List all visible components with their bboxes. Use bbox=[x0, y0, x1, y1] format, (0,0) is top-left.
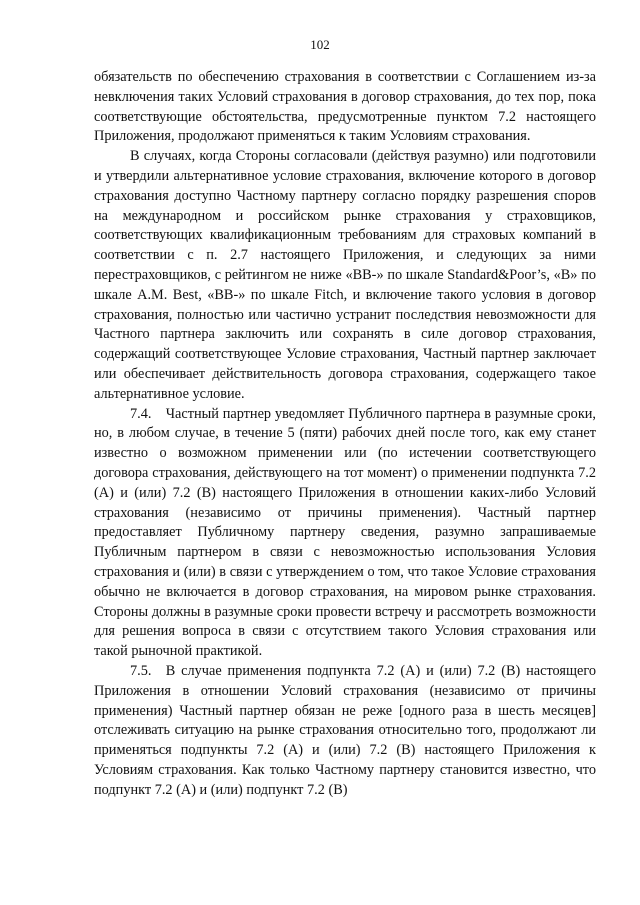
paragraph-clause-7-5: 7.5. В случае применения подпункта 7.2 (A) и (или) 7.2 (B) настоящего Приложения в отношении Условий страхования (независимо от причины применения) Частный партнер обязан не реже [одного раза в шесть месяцев] отслеживать ситуацию на рынке страхования относительно того, продолжают ли применяться подпункты 7.2 (A) и (или) 7.2 (B) настоящего Приложения к Условиям страхования. Как только Частному партнеру становится известно, что подпункт 7.2 (A) и (или) подпункт 7.2 (B) bbox=[94, 662, 596, 798]
paragraph-alternative-condition: В случаях, когда Стороны согласовали (действуя разумно) или подготовили и утвердили альтернативное условие страхования, включение которого в договор страхования доступно Частному партнеру согласно порядку разрешения споров на международном и российском рынке страхования у страховщиков, соответствующих квалификационным требованиям для страховых компаний в соответствии с п. 2.7 настоящего Приложения, и следующих за ними перестраховщиков, с рейтингом не ниже «BB-» по шкале Standard&Poor’s, «B» по шкале A.M. Best, «BB-» по шкале Fitch, и включение такого условия в договор страхования, полностью или частично устранит последствия невозможности для Частного партнера заключить или сохранять в силе договор страхования, содержащий соответствующее Условие страхования, Частный партнер заключает или обеспечивает действительность договора страхования, содержащего такое альтернативное условие. bbox=[94, 148, 596, 402]
paragraph-clause-7-4: 7.4. Частный партнер уведомляет Публичного партнера в разумные сроки, но, в любом случае, в течение 5 (пяти) рабочих дней после того, как ему станет известно о возможном применении или (по истечении соответствующего договора страхования, действующего на тот момент) о применении подпункта 7.2 (A) и (или) 7.2 (B) настоящего Приложения в отношении каких-либо Условий страхования (независимо от причины применения). Частный партнер предоставляет Публичному партнеру сведения, разумно запрашиваемые Публичным партнером в связи с невозможностью использования Условия страхования и (или) в связи с утверждением о том, что такое Условие страхования обычно не включается в договор страхования, на мировом рынке страхования. Стороны должны в разумные сроки провести встречу и рассмотреть возможности для решения вопроса в связи с отсутствием такого Условия страхования или такой рыночной практикой. bbox=[94, 405, 596, 660]
paragraph-continuation: обязательств по обеспечению страхования в соответствии с Соглашением из-за невключения таких Условий страхования в договор страхования, до тех пор, пока соответствующие обстоятельства, предусмотренные пунктом 7.2 настоящего Приложения, продолжают применяться к таким Условиям страхования. bbox=[94, 69, 596, 145]
page-number: 102 bbox=[310, 37, 330, 52]
document-body bbox=[94, 68, 596, 800]
